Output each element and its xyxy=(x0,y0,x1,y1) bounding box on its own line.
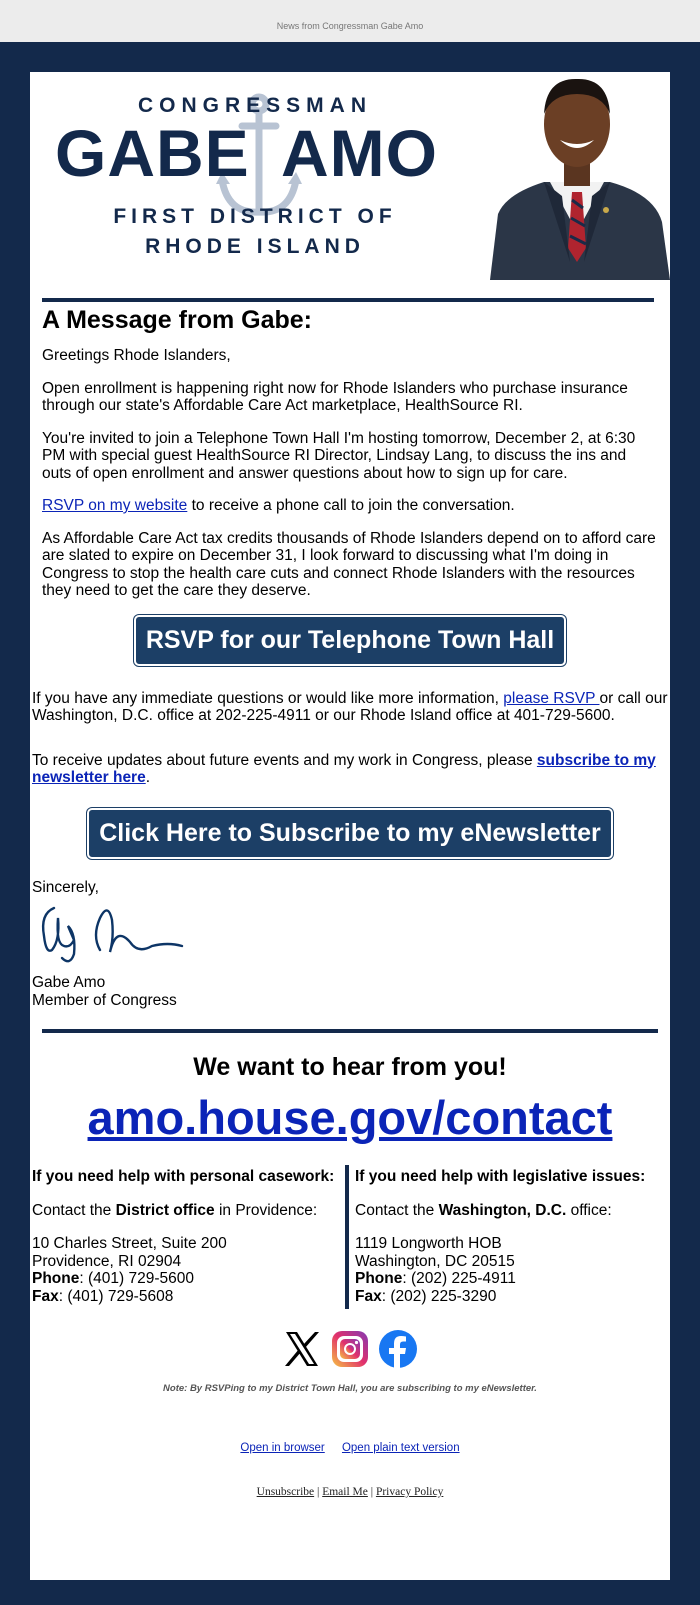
rsvp-town-hall-button[interactable]: RSVP for our Telephone Town Hall xyxy=(134,615,566,666)
questions-paragraph xyxy=(30,690,670,725)
district-fax xyxy=(32,1288,345,1306)
district-fax-value: : (401) 729-5608 xyxy=(58,1287,174,1305)
town-hall-paragraph: You're invited to join a Telephone Town Hall I'm hosting tomorrow, December 2, at 6:30 PM with special guest HealthSource RI Director, Lindsay Lang, to discuss the ins and outs of open enrollment and answer questions about how to sign up for care. xyxy=(42,429,636,482)
header-banner xyxy=(30,72,670,280)
dc-contact-line xyxy=(355,1202,645,1220)
hear-from-you-heading: We want to hear from you! xyxy=(193,1053,507,1081)
divider-bottom xyxy=(42,1029,658,1033)
logo-congressman: CONGRESSMAN xyxy=(137,94,372,117)
message-heading: A Message from Gabe: xyxy=(42,306,312,334)
legislative-heading: If you need help with legislative issues: xyxy=(355,1168,646,1185)
rsvp-paragraph-rest: to receive a phone call to join the conversation. xyxy=(187,497,515,514)
separator-1: | xyxy=(314,1486,323,1498)
updates-text-before: To receive updates about future events and my work in Congress, please xyxy=(32,751,537,769)
logo-district: FIRST DISTRICT OF xyxy=(113,205,397,228)
dc-fax xyxy=(355,1288,645,1306)
email-card xyxy=(30,72,670,1580)
logo-state: RHODE ISLAND xyxy=(145,235,365,258)
district-office-column xyxy=(32,1165,349,1309)
district-phone xyxy=(32,1270,345,1288)
district-contact-line xyxy=(32,1202,345,1220)
subscribe-newsletter-link[interactable]: subscribe to my newsletter here xyxy=(32,751,656,786)
dc-phone xyxy=(355,1270,645,1288)
x-twitter-icon[interactable] xyxy=(282,1329,322,1369)
dc-fax-label: Fax xyxy=(355,1287,382,1305)
instagram-icon[interactable] xyxy=(330,1329,370,1369)
contact-url-link[interactable]: amo.house.gov/contact xyxy=(87,1091,613,1144)
subscribe-enewsletter-button[interactable]: Click Here to Subscribe to my eNewsletter xyxy=(87,808,613,859)
preheader-text: News from Congressman Gabe Amo xyxy=(0,0,700,42)
message-section xyxy=(30,306,670,600)
signoff-name: Gabe Amo xyxy=(32,974,106,991)
district-address-2: Providence, RI 02904 xyxy=(32,1252,182,1270)
questions-text-before: If you have any immediate questions or would like more information, xyxy=(32,689,504,707)
rsvp-button-wrap xyxy=(30,615,670,666)
facebook-icon[interactable] xyxy=(378,1329,418,1369)
dc-contact-post: office: xyxy=(566,1201,612,1219)
sincerely-text: Sincerely, xyxy=(32,878,99,896)
open-plain-text-link[interactable]: Open plain text version xyxy=(341,1442,460,1454)
district-address-1: 10 Charles Street, Suite 200 xyxy=(32,1235,227,1252)
open-in-browser-link[interactable]: Open in browser xyxy=(240,1442,325,1454)
legal-links xyxy=(30,1486,670,1498)
signoff-title: Member of Congress xyxy=(32,991,177,1009)
district-contact-post: in Providence: xyxy=(214,1201,318,1219)
rsvp-website-link[interactable]: RSVP on my website xyxy=(42,497,188,514)
view-links xyxy=(30,1442,670,1454)
email-frame xyxy=(0,42,700,1605)
dc-office-label: Washington, D.C. xyxy=(438,1201,567,1219)
greeting-text: Greetings Rhode Islanders, xyxy=(42,347,231,364)
separator-2: | xyxy=(367,1486,376,1498)
rsvp-note: Note: By RSVPing to my District Town Hall, you are subscribing to my eNewsletter. xyxy=(163,1383,537,1394)
district-contact-pre: Contact the xyxy=(32,1201,116,1219)
subscribe-button-wrap xyxy=(30,808,670,859)
district-office-label: District office xyxy=(115,1201,215,1219)
dc-address-2: Washington, DC 20515 xyxy=(355,1252,515,1270)
questions-text-after: or call our Washington, D.C. office at 202-225-4911 or our Rhode Island office at 401-729-5600. xyxy=(32,689,668,724)
contact-link-wrap xyxy=(30,1090,670,1145)
logo-name xyxy=(55,118,465,188)
dc-contact-pre: Contact the xyxy=(355,1201,439,1219)
congressman-portrait xyxy=(484,72,670,280)
dc-phone-label: Phone xyxy=(355,1270,403,1287)
privacy-policy-link[interactable]: Privacy Policy xyxy=(375,1486,444,1498)
rsvp-paragraph xyxy=(42,497,658,515)
dc-fax-value: : (202) 225-3290 xyxy=(381,1287,497,1305)
office-columns xyxy=(30,1165,670,1309)
signature-image xyxy=(34,896,194,974)
please-rsvp-link[interactable]: please RSVP xyxy=(503,689,600,707)
enrollment-paragraph: Open enrollment is happening right now for Rhode Islanders who purchase insurance through our state's Affordable Care Act marketplace, HealthSource RI. xyxy=(42,379,628,414)
social-icons xyxy=(30,1329,670,1371)
logo-name-last: AMO xyxy=(281,116,438,190)
tax-credit-paragraph: As Affordable Care Act tax credits thousands of Rhode Islanders depend on to afford care are slated to expire on December 31, I look forward to discussing what I'm doing in Congress to stop the health care cuts and connect Rhode Islanders with the resources they need to get the care they deserve. xyxy=(42,529,656,599)
updates-text-after: . xyxy=(145,769,151,786)
dc-address-1: 1119 Longworth HOB xyxy=(355,1235,502,1252)
district-phone-value: : (401) 729-5600 xyxy=(79,1270,194,1287)
unsubscribe-link[interactable]: Unsubscribe xyxy=(256,1486,315,1498)
district-fax-label: Fax xyxy=(32,1287,59,1305)
dc-office-column xyxy=(349,1165,645,1309)
casework-heading: If you need help with personal casework: xyxy=(32,1168,335,1185)
email-me-link[interactable]: Email Me xyxy=(322,1486,368,1498)
dc-phone-value: : (202) 225-4911 xyxy=(402,1270,516,1287)
logo-name-first: GABE xyxy=(55,116,250,190)
divider-top xyxy=(42,298,654,302)
updates-paragraph xyxy=(30,752,670,787)
district-phone-label: Phone xyxy=(32,1270,80,1287)
